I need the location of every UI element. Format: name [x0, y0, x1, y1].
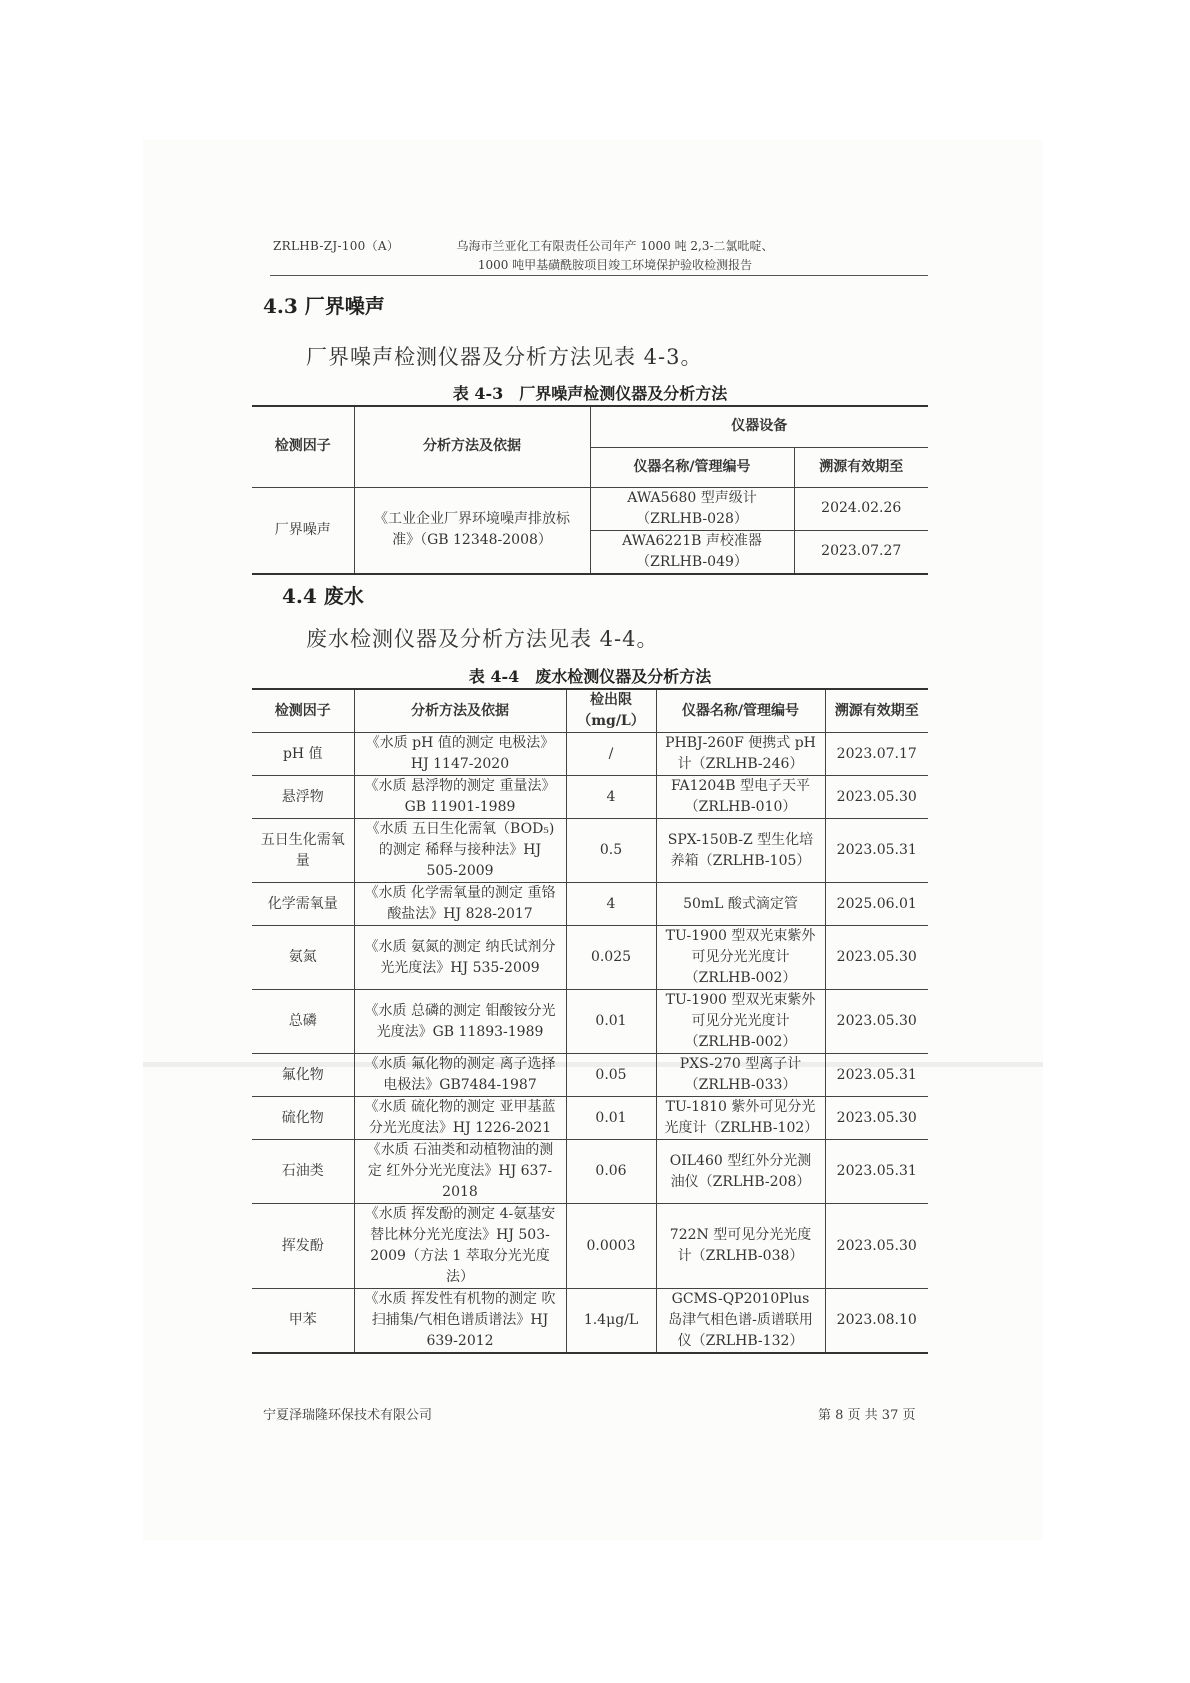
- table-row: [252, 1097, 928, 1140]
- table-4-4: [252, 688, 928, 1354]
- cell-detection-limit: 1.4μg/L: [566, 1289, 656, 1354]
- cell-valid-until: 2025.06.01: [825, 883, 928, 926]
- cell-factor: 挥发酚: [252, 1204, 354, 1289]
- cell-method: 《水质 石油类和动植物油的测定 红外分光光度法》HJ 637-2018: [354, 1140, 566, 1204]
- cell-method: 《水质 氟化物的测定 离子选择电极法》GB7484-1987: [354, 1054, 566, 1097]
- cell-detection-limit: 0.06: [566, 1140, 656, 1204]
- table-row: [252, 819, 928, 883]
- table-row: [252, 1289, 928, 1354]
- cell-factor: 五日生化需氧量: [252, 819, 354, 883]
- cell-detection-limit: 0.025: [566, 926, 656, 990]
- cell-valid-until: 2023.05.31: [825, 1140, 928, 1204]
- table-row: [252, 776, 928, 819]
- header-divider: [270, 275, 928, 276]
- cell-method: 《水质 悬浮物的测定 重量法》GB 11901-1989: [354, 776, 566, 819]
- cell-factor: 总磷: [252, 990, 354, 1054]
- column-header-instrument: 仪器名称/管理编号: [590, 447, 794, 487]
- section-4-3-intro: 厂界噪声检测仪器及分析方法见表 4-3。: [306, 345, 703, 369]
- cell-instrument: AWA5680 型声级计（ZRLHB-028）: [590, 487, 794, 530]
- cell-valid-until: 2023.07.27: [794, 530, 928, 574]
- cell-detection-limit: 0.05: [566, 1054, 656, 1097]
- cell-detection-limit: 0.5: [566, 819, 656, 883]
- column-header-instrument: 仪器名称/管理编号: [656, 689, 825, 733]
- cell-detection-limit: 4: [566, 776, 656, 819]
- section-4-4-intro: 废水检测仪器及分析方法见表 4-4。: [306, 627, 659, 651]
- cell-detection-limit: 4: [566, 883, 656, 926]
- section-4-3-heading: 4.3 厂界噪声: [263, 294, 385, 318]
- cell-valid-until: 2023.05.30: [825, 1204, 928, 1289]
- cell-factor: 化学需氧量: [252, 883, 354, 926]
- column-header-equipment: 仪器设备: [590, 406, 928, 447]
- cell-factor: 硫化物: [252, 1097, 354, 1140]
- cell-valid-until: 2023.08.10: [825, 1289, 928, 1354]
- cell-method: 《水质 氨氮的测定 纳氏试剂分光光度法》HJ 535-2009: [354, 926, 566, 990]
- column-header-valid-until: 溯源有效期至: [794, 447, 928, 487]
- cell-instrument: TU-1900 型双光束紫外可见分光光度计（ZRLHB-002）: [656, 926, 825, 990]
- cell-factor: 氟化物: [252, 1054, 354, 1097]
- cell-detection-limit: /: [566, 733, 656, 776]
- cell-instrument: 722N 型可见分光光度计（ZRLHB-038）: [656, 1204, 825, 1289]
- table-row: [252, 1204, 928, 1289]
- table-row: [252, 1140, 928, 1204]
- cell-method: 《水质 pH 值的测定 电极法》HJ 1147-2020: [354, 733, 566, 776]
- table-row: [252, 990, 928, 1054]
- cell-valid-until: 2023.05.30: [825, 926, 928, 990]
- footer-company: 宁夏泽瑞隆环保技术有限公司: [263, 1408, 433, 1423]
- cell-method: 《水质 五日生化需氧（BOD₅)的测定 稀释与接种法》HJ 505-2009: [354, 819, 566, 883]
- cell-method: 《水质 硫化物的测定 亚甲基蓝分光光度法》HJ 1226-2021: [354, 1097, 566, 1140]
- cell-instrument: SPX-150B-Z 型生化培养箱（ZRLHB-105）: [656, 819, 825, 883]
- report-title-line-1: 乌海市兰亚化工有限责任公司年产 1000 吨 2,3-二氯吡啶、: [456, 239, 774, 253]
- cell-method: 《工业企业厂界环境噪声排放标准》（GB 12348-2008）: [354, 487, 590, 574]
- cell-instrument: TU-1900 型双光束紫外可见分光光度计（ZRLHB-002）: [656, 990, 825, 1054]
- cell-method: 《水质 挥发酚的测定 4-氨基安替比林分光光度法》HJ 503-2009（方法 1 萃取分光光度法）: [354, 1204, 566, 1289]
- column-header-detection-limit: 检出限（mg/L）: [566, 689, 656, 733]
- document-code: ZRLHB-ZJ-100（A）: [273, 239, 400, 253]
- cell-valid-until: 2023.05.30: [825, 990, 928, 1054]
- cell-factor: 悬浮物: [252, 776, 354, 819]
- cell-factor: pH 值: [252, 733, 354, 776]
- cell-detection-limit: 0.01: [566, 1097, 656, 1140]
- cell-detection-limit: 0.0003: [566, 1204, 656, 1289]
- cell-instrument: AWA6221B 声校准器（ZRLHB-049）: [590, 530, 794, 574]
- cell-method: 《水质 总磷的测定 钼酸铵分光光度法》GB 11893-1989: [354, 990, 566, 1054]
- cell-instrument: 50mL 酸式滴定管: [656, 883, 825, 926]
- cell-valid-until: 2024.02.26: [794, 487, 928, 530]
- cell-instrument: GCMS-QP2010Plus 岛津气相色谱-质谱联用仪（ZRLHB-132）: [656, 1289, 825, 1354]
- cell-instrument: OIL460 型红外分光测油仪（ZRLHB-208）: [656, 1140, 825, 1204]
- table-4-4-caption: 表 4-4 废水检测仪器及分析方法: [468, 667, 712, 686]
- column-header-method: 分析方法及依据: [354, 689, 566, 733]
- table-4-3-caption: 表 4-3 厂界噪声检测仪器及分析方法: [452, 384, 728, 403]
- footer-page-number: 第 8 页 共 37 页: [818, 1408, 916, 1423]
- table-row: [252, 883, 928, 926]
- cell-valid-until: 2023.07.17: [825, 733, 928, 776]
- section-4-4-heading: 4.4 废水: [282, 584, 364, 608]
- column-header-factor: 检测因子: [252, 689, 354, 733]
- report-title-header: [430, 237, 800, 275]
- cell-valid-until: 2023.05.30: [825, 776, 928, 819]
- cell-factor: 石油类: [252, 1140, 354, 1204]
- column-header-factor: 检测因子: [252, 406, 354, 487]
- cell-instrument: PHBJ-260F 便携式 pH 计（ZRLHB-246）: [656, 733, 825, 776]
- cell-instrument: PXS-270 型离子计（ZRLHB-033）: [656, 1054, 825, 1097]
- cell-valid-until: 2023.05.31: [825, 1054, 928, 1097]
- cell-factor: 厂界噪声: [252, 487, 354, 574]
- table-4-3: [252, 405, 928, 575]
- cell-valid-until: 2023.05.31: [825, 819, 928, 883]
- column-header-valid-until: 溯源有效期至: [825, 689, 928, 733]
- table-row: [252, 926, 928, 990]
- cell-method: 《水质 挥发性有机物的测定 吹扫捕集/气相色谱质谱法》HJ 639-2012: [354, 1289, 566, 1354]
- table-row: [252, 1054, 928, 1097]
- column-header-method: 分析方法及依据: [354, 406, 590, 487]
- cell-factor: 甲苯: [252, 1289, 354, 1354]
- table-row: [252, 487, 928, 530]
- cell-method: 《水质 化学需氧量的测定 重铬酸盐法》HJ 828-2017: [354, 883, 566, 926]
- cell-instrument: FA1204B 型电子天平（ZRLHB-010）: [656, 776, 825, 819]
- cell-instrument: TU-1810 紫外可见分光光度计（ZRLHB-102）: [656, 1097, 825, 1140]
- cell-detection-limit: 0.01: [566, 990, 656, 1054]
- cell-factor: 氨氮: [252, 926, 354, 990]
- table-row: [252, 733, 928, 776]
- report-title-line-2: 1000 吨甲基磺酰胺项目竣工环境保护验收检测报告: [477, 258, 753, 272]
- cell-valid-until: 2023.05.30: [825, 1097, 928, 1140]
